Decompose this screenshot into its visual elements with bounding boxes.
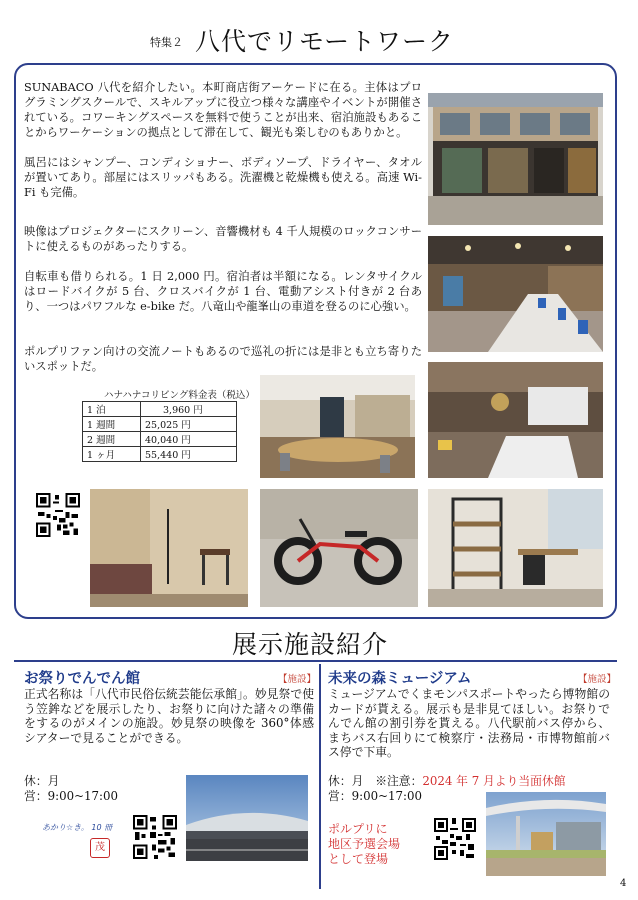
lounge-photo	[260, 375, 415, 478]
price-cell: 25,025 円	[141, 417, 237, 432]
table-row	[83, 447, 237, 462]
facility-closed-museum	[328, 774, 566, 789]
ebike-photo	[260, 489, 418, 607]
period-cell: 1 ヶ月	[83, 447, 141, 462]
closed-notice: 2024 年 7 月より当面休館	[422, 774, 566, 788]
section-divider	[14, 660, 617, 662]
av-paragraph: 映像はプロジェクターにスクリーン、音響機材も 4 千人規模のロックコンサートに使えるものがあったりする。	[24, 225, 422, 253]
section-title: 展示施設紹介	[232, 630, 389, 659]
facility-hours-museum: 営：9:00~17:00	[328, 789, 422, 803]
period-cell: 1 週間	[83, 417, 141, 432]
notebook-paragraph: ポルプリファン向けの交流ノートもあるので巡礼の折には是非とも立ち寄りたいスポットだ。	[24, 345, 422, 373]
table-row	[83, 432, 237, 447]
side-note-line: として登場	[328, 852, 389, 866]
price-cell: 55,440 円	[141, 447, 237, 462]
side-note-line: 地区予選会場	[328, 837, 401, 851]
denden-building-photo	[186, 775, 308, 861]
facility-closed-denden: 休：月	[24, 774, 60, 788]
seal-stamp: 茂	[90, 838, 110, 858]
period-cell: 2 週間	[83, 432, 141, 447]
page-number: 4	[620, 878, 627, 889]
bicycle-paragraph: 自転車も借りられる。1 日 2,000 円。宿泊者は半額になる。レンタサイクルはロードバイクが 5 台、クロスバイクが 1 台、電動アシスト付きが 2 台あり、一つはパワフルな e-bike だ。八竜山や龍峯山の車道を登るのに心強い。	[24, 270, 422, 313]
coworking-space-photo	[428, 236, 603, 352]
amenities-paragraph: 風呂にはシャンプー、コンディショナー、ボディソープ、ドライヤー、タオルが置いてあり。部屋にはスリッパもある。洗濯機と乾燥機も使える。高速 Wi-Fi も完備。	[24, 156, 422, 199]
intro-paragraph: SUNABACO 八代を紹介したい。本町商店街アーケードに在る。主体はプログラミングスクールで、スキルアップに役立つ様々な講座やイベントが開催されている。コワーキングスペースを無料で使うことが出来、宿泊施設もあることからワーケーションの拠点として滞在して、観光も楽しむのもありかと。	[24, 81, 422, 139]
museum-building-photo	[486, 792, 606, 876]
closed-label: 休：月 ※注意：	[328, 774, 423, 788]
price-cell: 40,040 円	[141, 432, 237, 447]
signature: あかり☆き。 10 冊	[42, 823, 113, 832]
facility-name-museum: 未来の森ミュージアム	[328, 671, 472, 687]
qr-code-icon	[434, 818, 476, 860]
feature-label: 特集２	[150, 36, 183, 49]
table-row	[83, 402, 237, 417]
storefront-photo	[428, 93, 603, 225]
side-note-line: ポルプリに	[328, 822, 388, 836]
qr-code-icon	[36, 493, 80, 537]
qr-code-icon	[133, 815, 177, 859]
facility-tag: 【施設】	[278, 674, 317, 685]
side-note	[328, 822, 400, 867]
column-divider	[319, 664, 321, 889]
bedroom-photo	[90, 489, 248, 607]
shelf-room-photo	[428, 489, 603, 607]
price-table	[82, 401, 237, 462]
feature-title: 八代でリモートワーク	[195, 27, 455, 56]
facility-body-denden: 正式名称は「八代市民俗伝統芸能伝承館」。妙見祭で使う笠鉾などを展示したり、お祭りに向けた諸々の準備をするのがメインの施設。妙見祭の映像を 360°体感シアターで見ることができる。	[24, 687, 314, 745]
table-row	[83, 417, 237, 432]
facility-tag: 【施設】	[578, 674, 617, 685]
facility-name-denden: お祭りでんでん館	[24, 671, 140, 687]
period-cell: 1 泊	[83, 402, 141, 417]
facility-body-museum: ミュージアムでくまモンパスポートやったら博物館のカードが貰える。展示も是非見てほしい。お祭りでんでん館の割引券を貰える。八代駅前バス停から、まちバス右回りにて検察庁・法務局・市博物館前バス停で下車。	[328, 687, 610, 759]
price-cell: 3,960 円	[141, 402, 237, 417]
event-space-photo	[428, 362, 603, 478]
facility-hours-denden: 営：9:00~17:00	[24, 789, 118, 803]
price-table-title: ハナハナコリビング料金表（税込）	[104, 390, 255, 401]
